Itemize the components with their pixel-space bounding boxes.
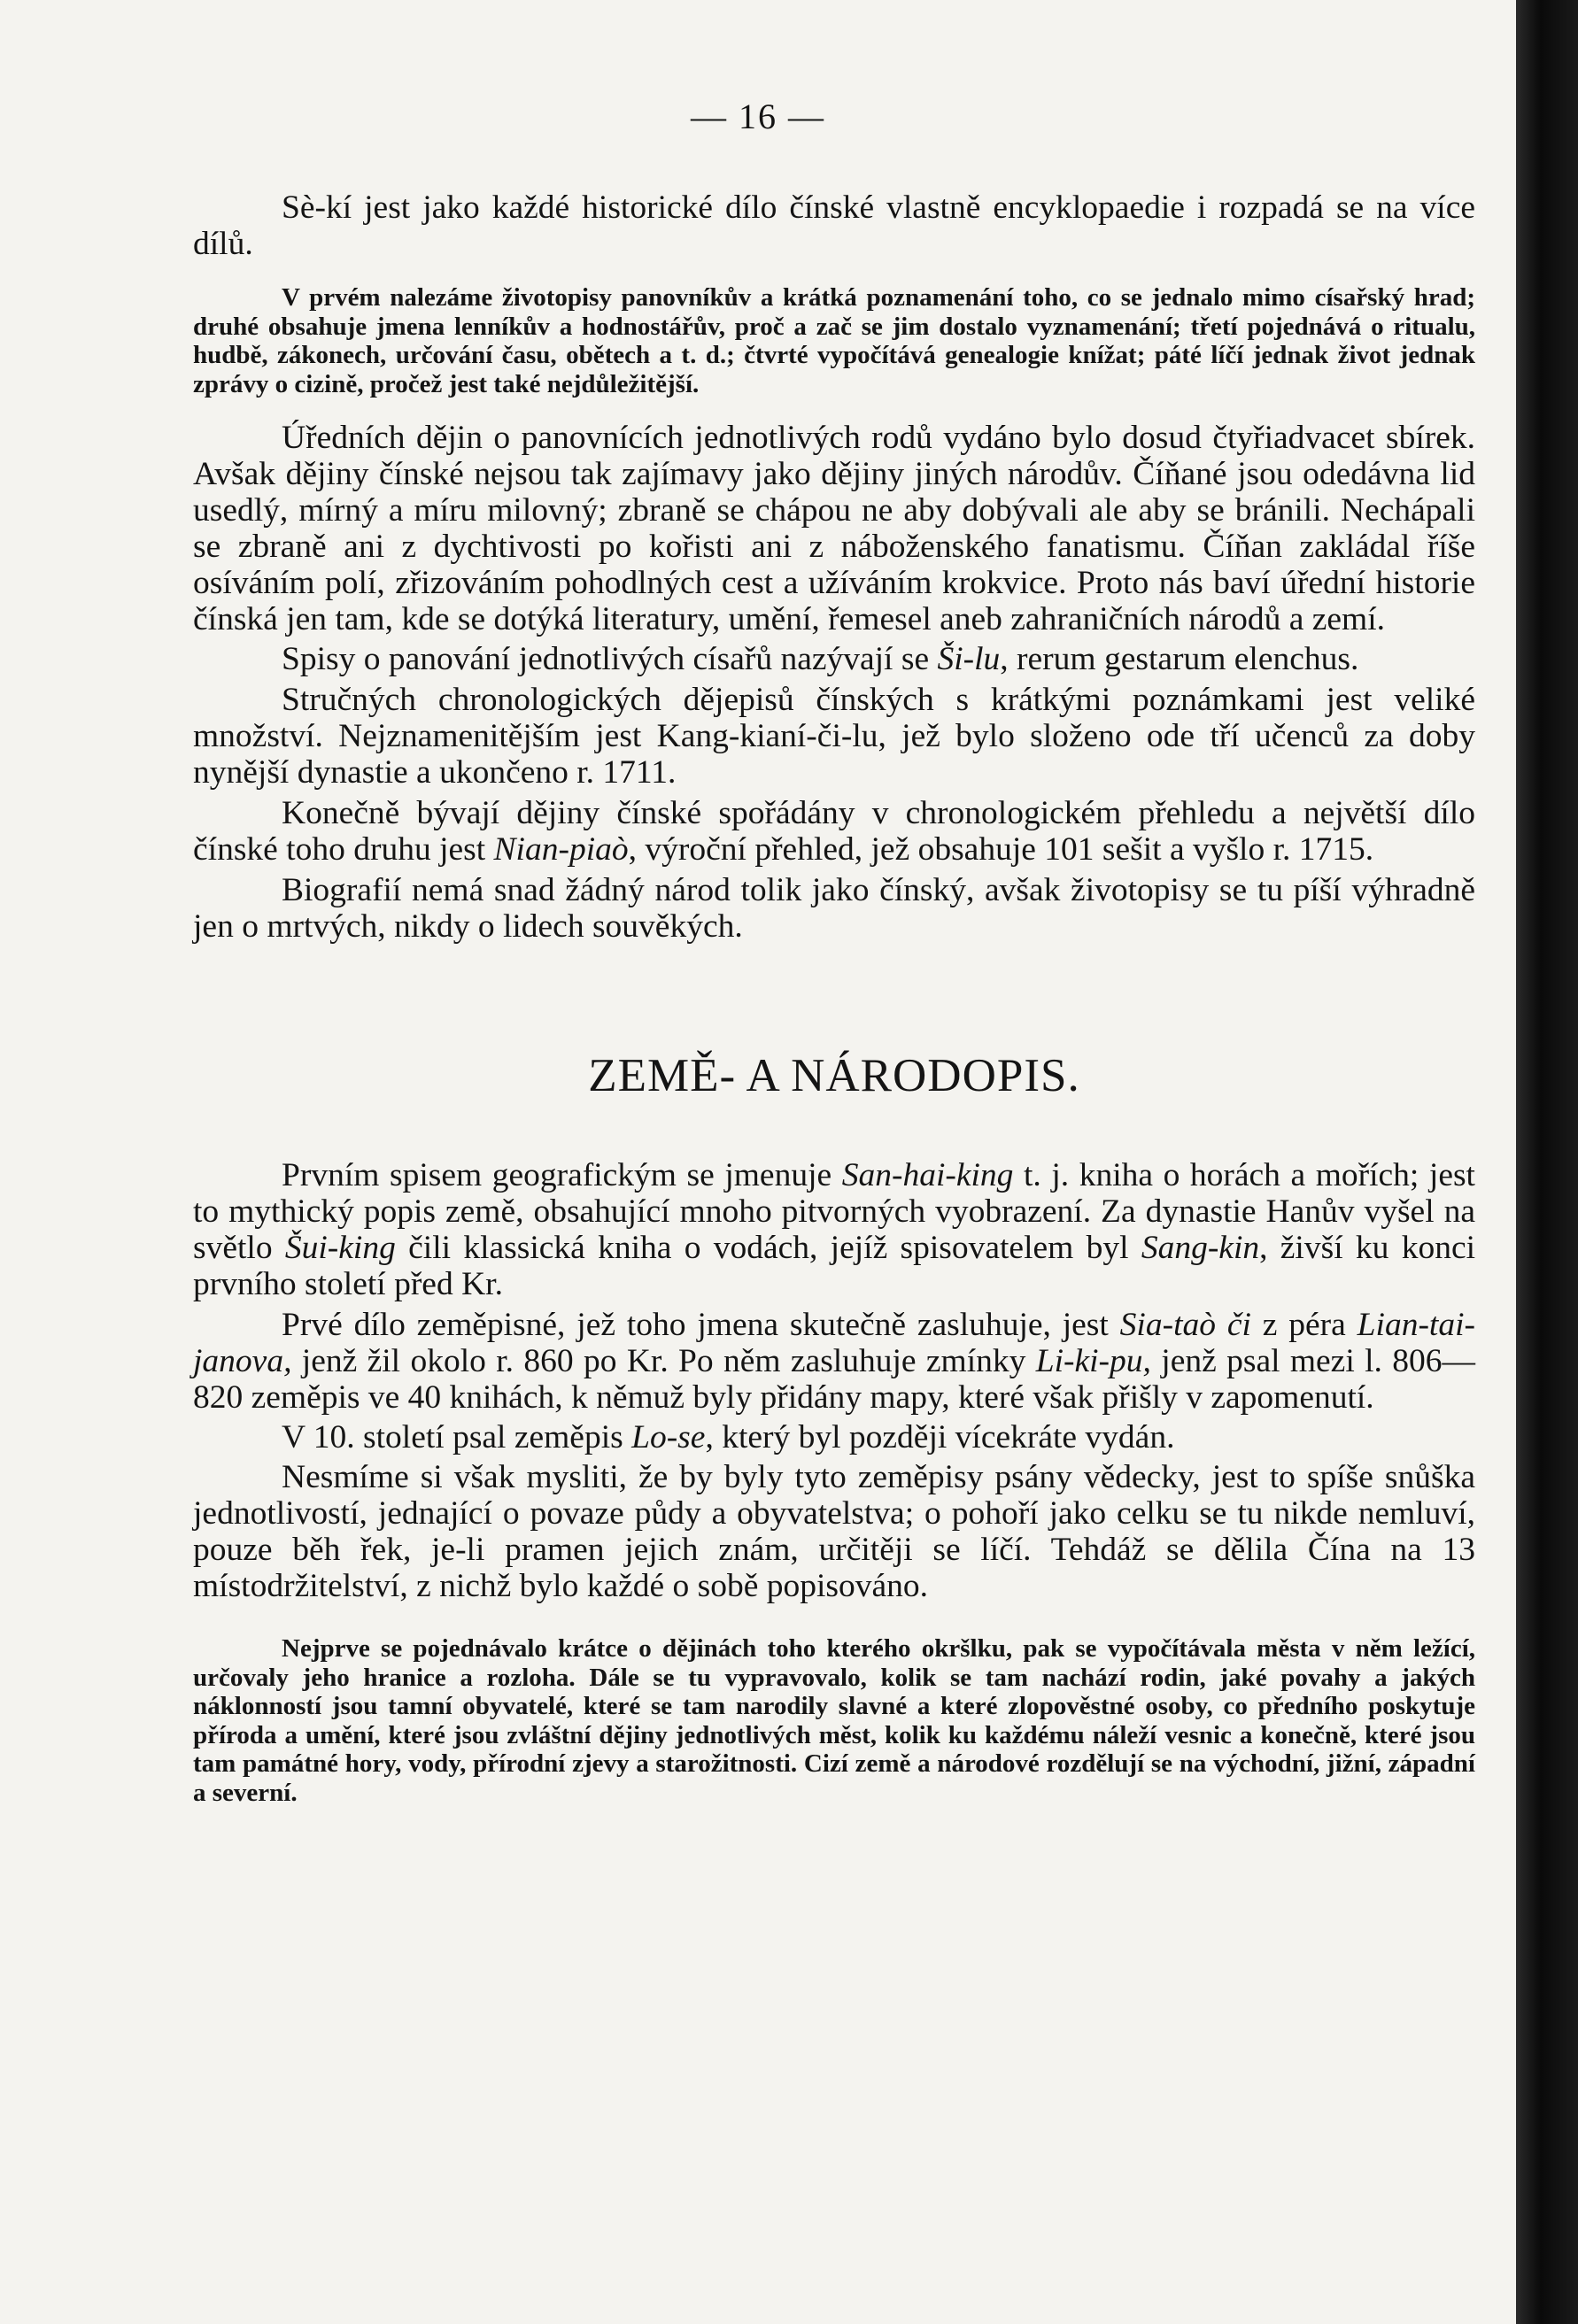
- author-li-ki-pu: Li-ki-pu,: [1035, 1343, 1151, 1379]
- title-nian-piao: Nian-piaò: [493, 831, 629, 868]
- paragraph-chronologies: Stručných chronologických dějepisů čínských s krátkými poznámkami jest veliké množství. Nejznamenitějším jest Kang-kianí-či-lu, jež bylo složeno ode tří učenců za doby nynější dynastie a ukončeno r. 1711.: [193, 682, 1475, 791]
- author-sang-kin: Sang-kin: [1141, 1230, 1260, 1266]
- paragraph-not-scientific: Nesmíme si však mysliti, že by byly tyto zeměpisy psány vědecky, jest to spíše snůška jednotlivostí, jednající o povaze půdy a obyvatelstva; o pohoří jako celku se tu nikde nemluví, pouze běh řek, je-li pramen jejich znám, určitěji se líčí. Tehdáž se dělila Čína na 13 místodržitelství, z nichž bylo každé o sobě popisováno.: [193, 1459, 1475, 1604]
- page-content: [193, 189, 1475, 1807]
- paragraph-official-histories: Úředních dějin o panovnících jednotlivých rodů vydáno bylo dosud čtyřiadvacet sbírek. Avšak dějiny čínské nejsou tak zajímavy jako dějiny jiných národův. Číňané jsou odedávna lid usedlý, mírný a míru milovný; zbraně se chápou ne aby dobývali ale aby se bránili. Nechápali se zbraně ani z dychtivosti po kořisti ani z náboženského fanatismu. Číňan zakládal říše osíváním polí, zřizováním pohodlných cest a užíváním krokvice. Proto nás baví úřední historie čínská jen tam, kde se dotýká literatury, umění, řemesel aneb zahraničních národů a zemí.: [193, 420, 1475, 637]
- paragraph-sia-tao: Prvé dílo zeměpisné, jež toho jmena skutečně zasluhuje, jest Sia-taò či z péra Lian-tai-janova, jenž žil okolo r. 860 po Kr. Po něm zasluhuje zmínky Li-ki-pu, jenž psal mezi l. 806—820 zeměpis ve 40 knihách, k němuž byly přidány mapy, které však přišly v zapomenutí.: [193, 1307, 1476, 1416]
- paragraph-biographies: Biografií nemá snad žádný národ tolik jako čínský, avšak životopisy se tu píší výhradně jen o mrtvých, nikdy o lidech souvěkých.: [193, 872, 1475, 945]
- title-sui-king: Šui-king: [284, 1230, 396, 1266]
- paragraph-description-method: Nejprve se pojednávalo krátce o dějinách toho kterého okršlku, pak se vypočítávala města v něm ležící, určovaly jeho hranice a rozloha. Dále se tu vypravovalo, kolik se tam nachází rodin, jaké povahy a jakých náklonností jsou tamní obyvatelé, které se tam narodily slavné a které zlopověstné osoby, co předního poskytuje příroda a umění, které jsou zvláštní dějiny jednotlivých měst, kolik ku každému náleží vesnic a konečně, které jsou tam památné hory, vody, přírodní zjevy a starožitnosti. Cizí země a národové rozdělují se na východní, jižní, západní a severní.: [193, 1634, 1475, 1807]
- page-edge-shadow: [1516, 0, 1578, 2324]
- author-lo-se: Lo-se: [631, 1419, 706, 1455]
- title-sia-tao: Sia-taò či: [1119, 1307, 1251, 1343]
- paragraph-seki: Sè-kí jest jako každé historické dílo čínské vlastně encyklopaedie i rozpadá se na více dílů.: [193, 189, 1475, 262]
- paragraph-contents-summary: V prvém nalezáme životopisy panovníkův a krátká poznamenání toho, co se jednalo mimo císařský hrad; druhé obsahuje jmena lenníkův a hodnostářův, proč a zač se jim dostalo vyznamenání; třetí pojednává o ritualu, hudbě, zákonech, určování času, obětech a t. d.; čtvrté vypočítává genealogie knížat; páté líčí jednak život jednak zprávy o cizině, pročež jest také nejdůležitější.: [193, 283, 1475, 398]
- section-heading: ZEMĚ- A NÁRODOPIS.: [588, 1050, 1080, 1101]
- paragraph-si-lu: Spisy o panování jednotlivých císařů nazývají se Ši-lu, rerum gestarum elenchus.: [282, 641, 1359, 677]
- paragraph-san-hai-king: Prvním spisem geografickým se jmenuje San-hai-king t. j. kniha o horách a mořích; jest to mythický popis země, obsahující mnoho pitvorných vyobrazení. Za dynastie Hanův vyšel na světlo Šui-king čili klassická kniha o vodách, jejíž spisovatelem byl Sang-kin, živší ku konci prvního století před Kr.: [193, 1157, 1476, 1302]
- paragraph-lo-se: V 10. století psal zeměpis Lo-se, který byl později vícekráte vydán.: [282, 1419, 1175, 1455]
- title-san-hai-king: San-hai-king: [841, 1157, 1014, 1193]
- title-si-lu: Ši-lu: [937, 641, 1001, 677]
- author-lian-tai-jan: Lian-tai-janova,: [193, 1307, 1476, 1379]
- paragraph-nian-piao: Konečně bývají dějiny čínské spořádány v chronologickém přehledu a největší dílo čínské toho druhu jest Nian-piaò, výroční přehled, jež obsahuje 101 sešit a vyšlo r. 1715.: [193, 795, 1475, 868]
- page-number: — 16 —: [691, 97, 825, 136]
